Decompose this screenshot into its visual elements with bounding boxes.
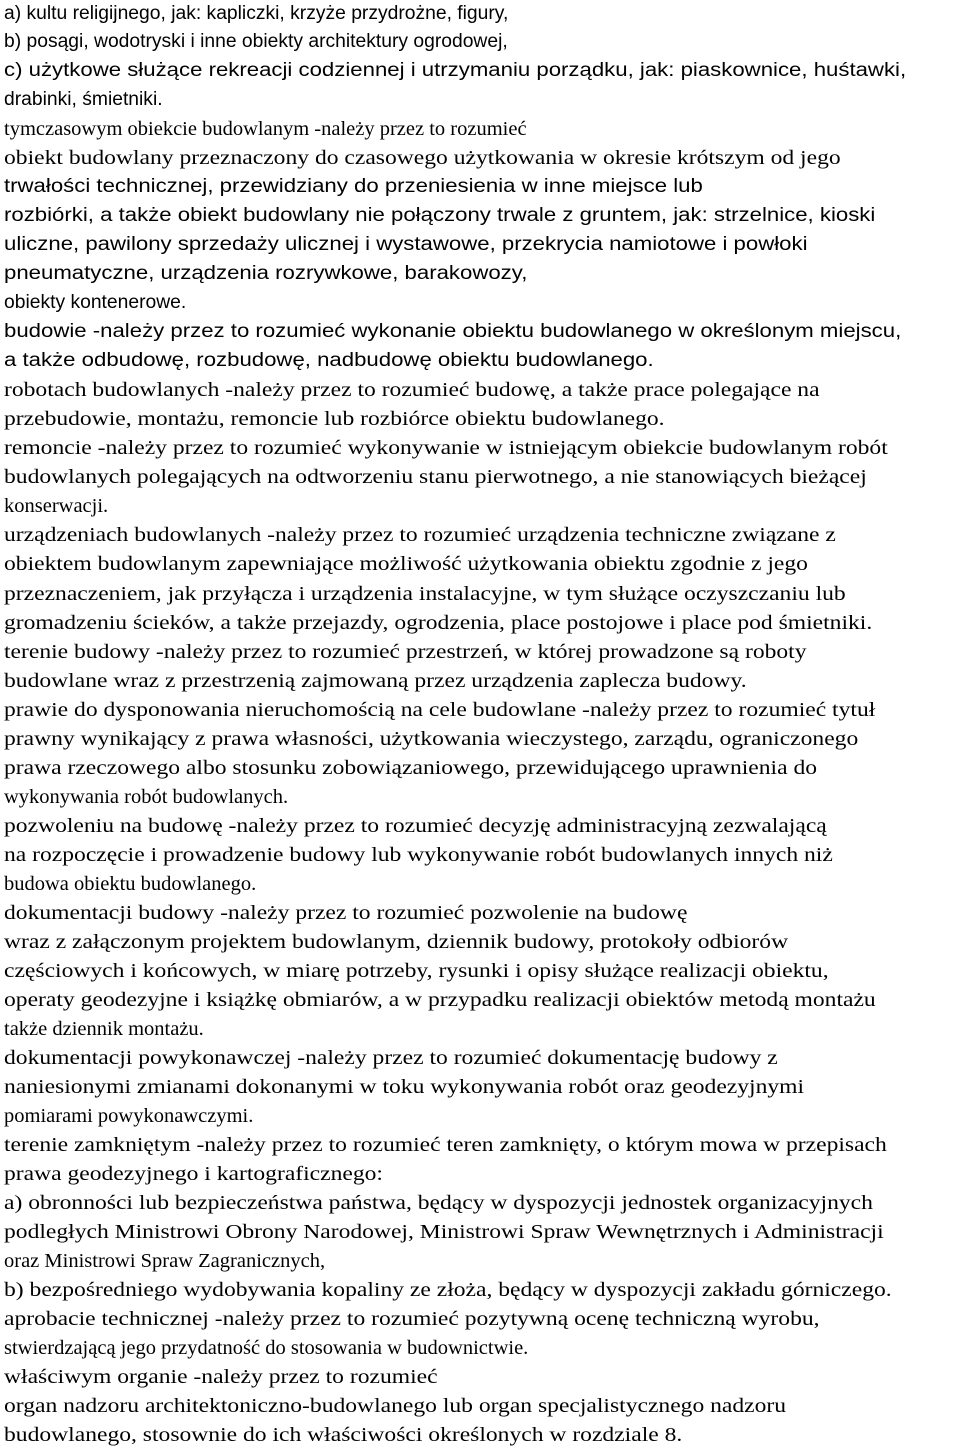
- text-line: prawny wynikający z prawa własności, użytkowania wieczystego, zarządu, ograniczonego: [4, 728, 859, 750]
- text-line: także dziennik montażu.: [4, 1018, 204, 1040]
- text-line: a) obronności lub bezpieczeństwa państwa, będący w dyspozycji jednostek organizacyjnych: [4, 1192, 873, 1214]
- text-line: oraz Ministrowi Spraw Zagranicznych,: [4, 1250, 326, 1272]
- text-line: prawa rzeczowego albo stosunku zobowiązaniowego, przewidującego uprawnienia do: [4, 757, 818, 779]
- text-line: gromadzeniu ścieków, a także przejazdy, ogrodzenia, place postojowe i place pod śmietniki.: [4, 612, 873, 634]
- text-line: przeznaczeniem, jak przyłącza i urządzenia instalacyjne, w tym służące oczyszczaniu lub: [4, 583, 846, 605]
- text-line: naniesionymi zmianami dokonanymi w toku wykonywania robót oraz geodezyjnymi: [4, 1076, 805, 1098]
- text-line: obiekty kontenerowe.: [4, 292, 187, 313]
- text-line: budowa obiektu budowlanego.: [4, 873, 257, 895]
- text-line: stwierdzającą jego przydatność do stosowania w budownictwie.: [4, 1337, 529, 1359]
- text-line: pozwoleniu na budowę -należy przez to rozumieć decyzję administracyjną zezwalającą: [4, 815, 827, 837]
- text-line: obiektem budowlanym zapewniające możliwość użytkowania obiektu zgodnie z jego: [4, 553, 808, 575]
- text-line: wykonywania robót budowlanych.: [4, 786, 289, 808]
- text-line: prawa geodezyjnego i kartograficznego:: [4, 1163, 383, 1185]
- text-line: budowlanego, stosownie do ich właściwości określonych w rozdziale 8.: [4, 1424, 683, 1446]
- text-line: częściowych i końcowych, w miarę potrzeby, rysunki i opisy służące realizacji obiektu,: [4, 960, 829, 982]
- text-line: pomiarami powykonawczymi.: [4, 1105, 254, 1127]
- text-line: rozbiórki, a także obiekt budowlany nie połączony trwale z gruntem, jak: strzelnice, kioski: [4, 205, 876, 226]
- text-line: przebudowie, montażu, remoncie lub rozbiórce obiektu budowlanego.: [4, 408, 665, 430]
- text-line: uliczne, pawilony sprzedaży ulicznej i wystawowe, przekrycia namiotowe i powłoki: [4, 234, 808, 255]
- text-line: na rozpoczęcie i prowadzenie budowy lub wykonywanie robót budowlanych innych niż: [4, 844, 833, 866]
- text-line: aprobacie technicznej -należy przez to rozumieć pozytywną ocenę techniczną wyrobu,: [4, 1308, 820, 1330]
- text-line: terenie budowy -należy przez to rozumieć przestrzeń, w której prowadzone są roboty: [4, 641, 807, 663]
- text-line: b) bezpośredniego wydobywania kopaliny ze złoża, będący w dyspozycji zakładu górniczego.: [4, 1279, 892, 1301]
- text-line: b) posągi, wodotryski i inne obiekty architektury ogrodowej,: [4, 31, 508, 52]
- text-line: budowlanych polegających na odtworzeniu stanu pierwotnego, a nie stanowiących bieżącej: [4, 466, 867, 488]
- text-line: obiekt budowlany przeznaczony do czasowego użytkowania w okresie krótszym od jego: [4, 147, 841, 169]
- text-line: c) użytkowe służące rekreacji codziennej i utrzymaniu porządku, jak: piaskownice, huśtawki,: [4, 60, 907, 81]
- text-line: organ nadzoru architektoniczno-budowlanego lub organ specjalistycznego nadzoru: [4, 1395, 787, 1417]
- text-line: drabinki, śmietniki.: [4, 89, 163, 110]
- text-line: właściwym organie -należy przez to rozumieć: [4, 1366, 438, 1388]
- text-line: remoncie -należy przez to rozumieć wykonywanie w istniejącym obiekcie budowlanym robót: [4, 437, 888, 459]
- text-line: urządzeniach budowlanych -należy przez to rozumieć urządzenia techniczne związane z: [4, 524, 836, 546]
- text-line: terenie zamkniętym -należy przez to rozumieć teren zamknięty, o którym mowa w przepisach: [4, 1134, 887, 1156]
- text-line: budowlane wraz z przestrzenią zajmowaną przez urządzenia zaplecza budowy.: [4, 670, 747, 692]
- text-line: trwałości technicznej, przewidziany do przeniesienia w inne miejsce lub: [4, 176, 703, 197]
- text-line: dokumentacji powykonawczej -należy przez to rozumieć dokumentację budowy z: [4, 1047, 778, 1069]
- text-line: prawie do dysponowania nieruchomością na cele budowlane -należy przez to rozumieć tytuł: [4, 699, 876, 721]
- text-line: a) kultu religijnego, jak: kapliczki, krzyże przydrożne, figury,: [4, 3, 509, 24]
- text-line: budowie -należy przez to rozumieć wykonanie obiektu budowlanego w określonym miejscu,: [4, 321, 902, 342]
- text-line: konserwacji.: [4, 495, 109, 517]
- text-line: tymczasowym obiekcie budowlanym -należy przez to rozumieć: [4, 118, 527, 140]
- text-line: podległych Ministrowi Obrony Narodowej, Ministrowi Spraw Wewnętrznych i Administracji: [4, 1221, 884, 1243]
- text-line: operaty geodezyjne i książkę obmiarów, a w przypadku realizacji obiektów metodą montażu: [4, 989, 876, 1011]
- text-line: wraz z załączonym projektem budowlanym, dziennik budowy, protokoły odbiorów: [4, 931, 789, 953]
- text-line: pneumatyczne, urządzenia rozrywkowe, barakowozy,: [4, 263, 528, 284]
- text-line: a także odbudowę, rozbudowę, nadbudowę obiektu budowlanego.: [4, 350, 654, 371]
- text-line: dokumentacji budowy -należy przez to rozumieć pozwolenie na budowę: [4, 902, 688, 924]
- text-line: robotach budowlanych -należy przez to rozumieć budowę, a także prace polegające na: [4, 379, 820, 401]
